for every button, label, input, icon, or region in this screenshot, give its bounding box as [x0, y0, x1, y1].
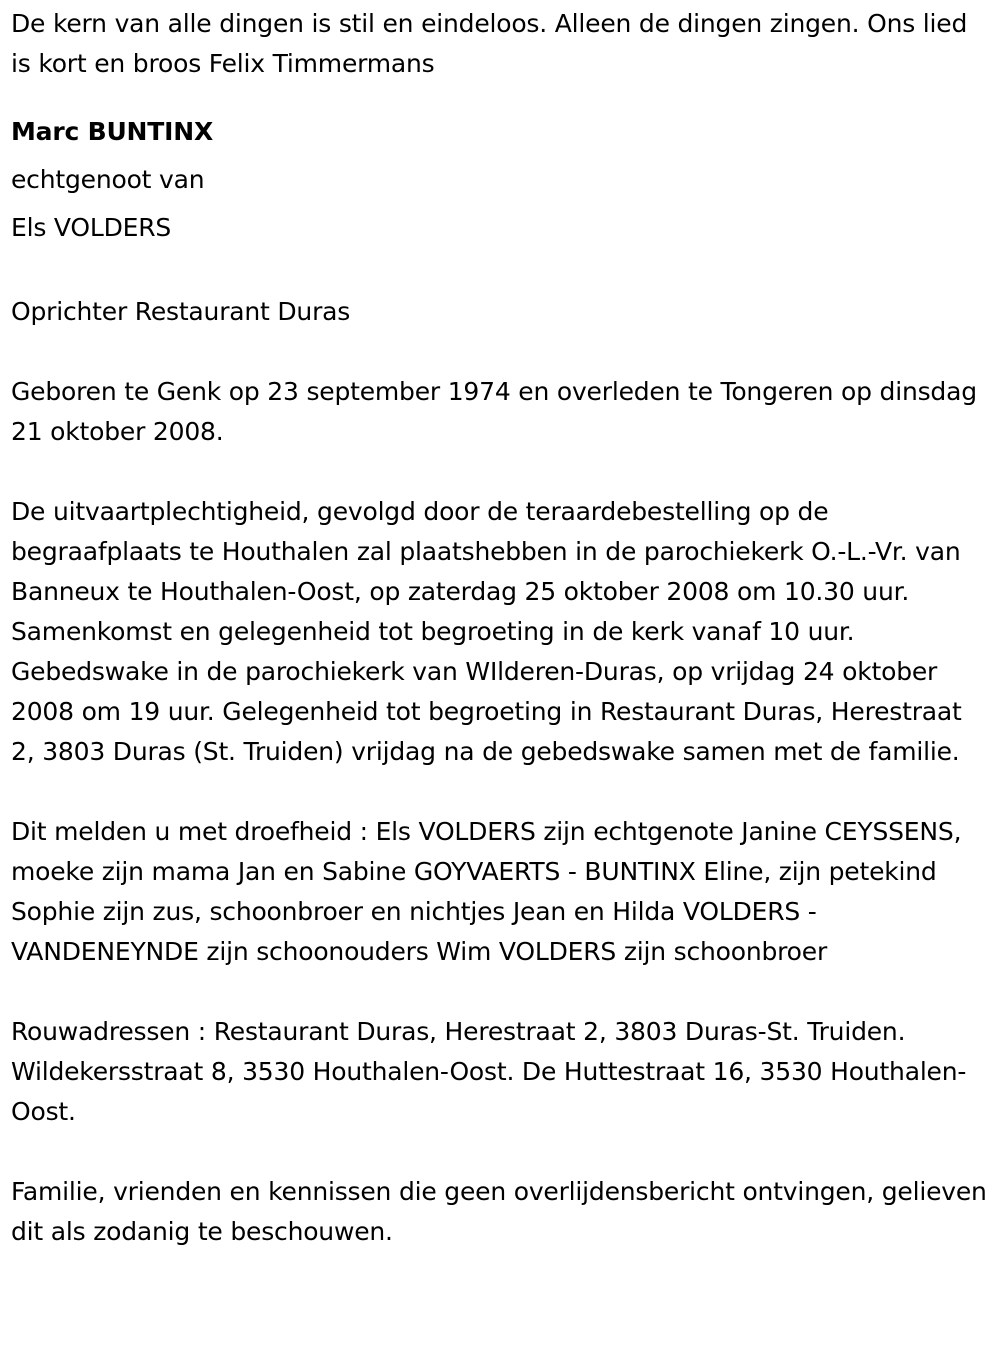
deceased-name: Marc BUNTINX: [11, 117, 214, 146]
addresses-text: Rouwadressen : Restaurant Duras, Herestraat 2, 3803 Duras-St. Truiden. Wildekersstraat 8, 3530 Houthalen-Oost. De Huttestraat 16, 3530 Houthalen-Oost.: [11, 1017, 967, 1126]
spouse-name: Els VOLDERS: [11, 213, 172, 242]
birth-death-text: Geboren te Genk op 23 september 1974 en overleden te Tongeren op dinsdag 21 oktober 2008.: [11, 377, 977, 446]
announcement-text: Dit melden u met droefheid : Els VOLDERS zijn echtgenote Janine CEYSSENS, moeke zijn mama Jan en Sabine GOYVAERTS - BUNTINX Eline, zijn petekind Sophie zijn zus, schoonbroer en nichtjes Jean en Hilda VOLDERS - VANDENEYNDE zijn schoonouders Wim VOLDERS zijn schoonbroer: [11, 817, 962, 966]
closing-text: Familie, vrienden en kennissen die geen overlijdensbericht ontvingen, gelieven dit als zodanig te beschouwen.: [11, 1177, 987, 1246]
ceremony-text: De uitvaartplechtigheid, gevolgd door de teraardebestelling op de begraafplaats te Houthalen zal plaatshebben in de parochiekerk O.-L.-Vr. van Banneux te Houthalen-Oost, op zaterdag 25 oktober 2008 om 10.30 uur. Samenkomst en gelegenheid tot begroeting in de kerk vanaf 10 uur. Gebedswake in de parochiekerk van WIlderen-Duras, op vrijdag 24 oktober 2008 om 19 uur. Gelegenheid tot begroeting in Restaurant Duras, Herestraat 2, 3803 Duras (St. Truiden) vrijdag na de gebedswake samen met de familie.: [11, 497, 962, 766]
relation-text: echtgenoot van: [11, 165, 205, 194]
role-text: Oprichter Restaurant Duras: [11, 297, 351, 326]
opening-quote: De kern van alle dingen is stil en eindeloos. Alleen de dingen zingen. Ons lied is kort en broos Felix Timmermans: [11, 9, 968, 78]
